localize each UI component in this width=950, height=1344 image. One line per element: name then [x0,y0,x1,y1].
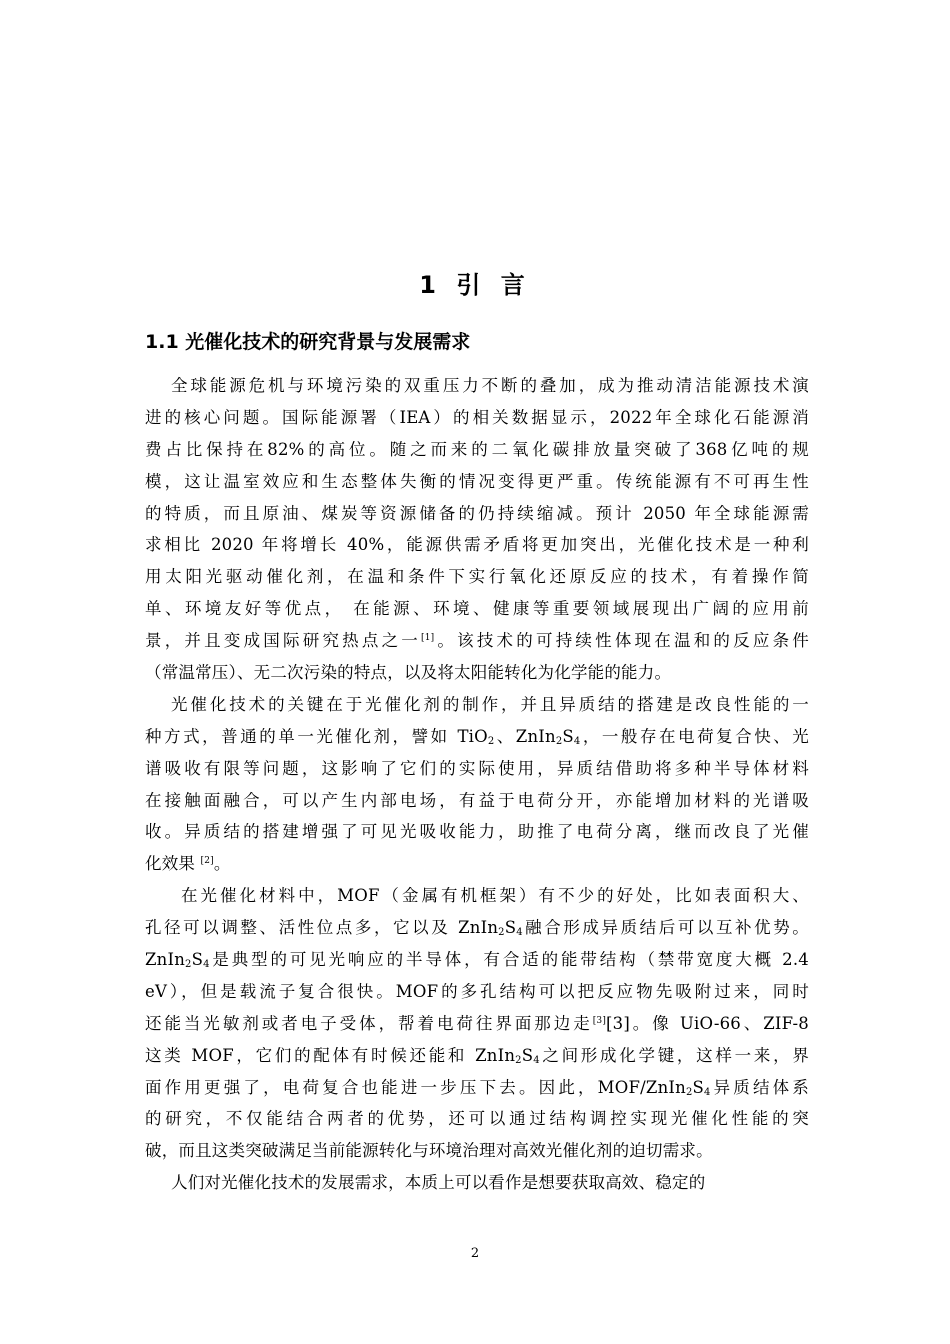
subscript: 4 [533,1054,540,1066]
section-title: 1.1 光催化技术的研究背景与发展需求 [145,331,471,353]
text-run: eV），但是载流子复合很快。MOF的多孔结构可以把反应物先吸附过来，同时 [145,981,809,1001]
text-run: S [504,918,517,938]
text-line [145,689,809,721]
subscript: 2 [498,927,505,939]
text-run: （常温常压）、无二次污染的特点，以及将太阳能转化为化学能的能力。 [145,663,672,683]
text-run: 求相比 2020 年将增长 40%，能源供需矛盾将更加突出，光催化技术是一种利 [145,535,809,555]
text-run: 破，而且这类突破满足当前能源转化与环境治理对高效光催化剂的迫切需求。 [145,1141,713,1161]
subscript: 4 [704,1086,711,1098]
text-run: 的特质，而且原油、煤炭等资源储备的仍持续缩减。预计 2050 年全球能源需 [145,503,809,523]
text-run: 孔径可以调整、活性位点多，它以及 ZnIn [145,918,499,938]
text-line [145,593,809,625]
text-run: 人们对光催化技术的发展需求，本质上可以看作是想要获取高效、稳定的 [171,1173,706,1193]
text-run: 这类 MOF，它们的配体有时候还能和 ZnIn [145,1045,516,1065]
body-text [145,370,809,1199]
subscript: 4 [203,959,210,971]
text-line [145,434,809,466]
subscript: 2 [515,1054,522,1066]
text-run: [3]。像 UiO-66、ZIF-8 [606,1013,809,1033]
text-run: 是典型的可见光响应的半导体，有合适的能带结构（禁带宽度大概 2.4 [209,950,809,970]
citation-ref: [3] [592,1015,607,1026]
subscript: 2 [685,1086,693,1098]
text-run: ，一般存在电荷复合快、光 [580,726,809,746]
text-line [145,466,809,498]
citation-ref: [2] [200,856,214,867]
text-run: 还能当光敏剂或者电子受体，帮着电荷往界面那边走 [145,1013,593,1033]
text-run: 在光催化材料中，MOF（金属有机框架）有不少的好处，比如表面积大、 [181,886,809,906]
text-run: ZnIn [145,950,186,970]
text-run: 费占比保持在82%的高位。随之而来的二氧化碳排放量突破了368亿吨的规 [145,439,809,459]
text-line [145,625,809,657]
text-run: 单、环境友好等优点， 在能源、环境、健康等重要领域展现出广阔的应用前 [145,599,809,619]
text-run: 。该技术的可持续性体现在温和的反应条件 [434,631,809,651]
text-run: 融合形成异质结后可以互补优势。 [522,918,810,938]
text-run: 之间形成化学键，这样一来，界 [539,1045,809,1065]
text-run: 模，这让温室效应和生态整体失衡的情况变得更严重。传统能源有不可再生性 [145,471,809,491]
text-line [145,785,809,817]
text-run: 异质结体系 [710,1077,810,1097]
text-line [145,848,809,880]
text-run: S [562,726,574,746]
text-run: 种方式，普通的单一光催化剂，譬如 TiO [145,726,488,746]
text-run: 、ZnIn [494,726,556,746]
text-line [145,880,809,912]
subscript: 2 [487,735,495,747]
text-line [145,498,809,530]
text-run: 收。异质结的搭建增强了可见光吸收能力，助推了电荷分离，继而改良了光催 [145,822,809,842]
text-run: S [692,1077,705,1097]
text-run: 面作用更强了，电荷复合也能进一步压下去。因此，MOF/ZnIn [145,1077,686,1097]
text-run: 化效果 [145,854,201,874]
citation-ref: [1] [421,633,435,644]
text-line [145,721,809,753]
text-run: 谱吸收有限等问题，这影响了它们的实际使用，异质结借助将多种半导体材料 [145,758,809,778]
subscript: 4 [573,735,581,747]
text-line [145,976,809,1008]
text-line [145,912,809,944]
text-line [145,402,809,434]
text-line [145,529,809,561]
text-line [145,657,809,689]
text-line [145,753,809,785]
text-run: 。 [213,854,231,874]
subscript: 4 [516,927,523,939]
text-run: 光催化技术的关键在于光催化剂的制作，并且异质结的搭建是改良性能的一 [171,694,809,714]
text-line [145,1103,809,1135]
subscript: 2 [555,735,563,747]
text-line [145,816,809,848]
page-number: 2 [470,1246,480,1261]
text-run: 在接触面融合，可以产生内部电场，有益于电荷分开，亦能增加材料的光谱吸 [145,790,809,810]
text-line [145,561,809,593]
text-run: S [191,950,204,970]
text-line [145,1072,809,1104]
text-run: 进的核心问题。国际能源署（IEA）的相关数据显示，2022年全球化石能源消 [145,407,809,427]
text-line [145,370,809,402]
text-line [145,944,809,976]
text-line [145,1135,809,1167]
text-run: S [521,1045,534,1065]
text-run: 的研究，不仅能结合两者的优势，还可以通过结构调控实现光催化性能的突 [145,1109,809,1129]
subscript: 2 [185,959,192,971]
text-line [145,1167,809,1199]
text-run: 用太阳光驱动催化剂，在温和条件下实行氧化还原反应的技术，有着操作简 [145,567,809,587]
chapter-title: 1 引 言 [419,271,531,299]
text-run: 全球能源危机与环境污染的双重压力不断的叠加，成为推动清洁能源技术演 [171,376,809,395]
text-line [145,1040,809,1072]
text-line [145,1008,809,1040]
text-run: 景，并且变成国际研究热点之一 [145,631,422,651]
